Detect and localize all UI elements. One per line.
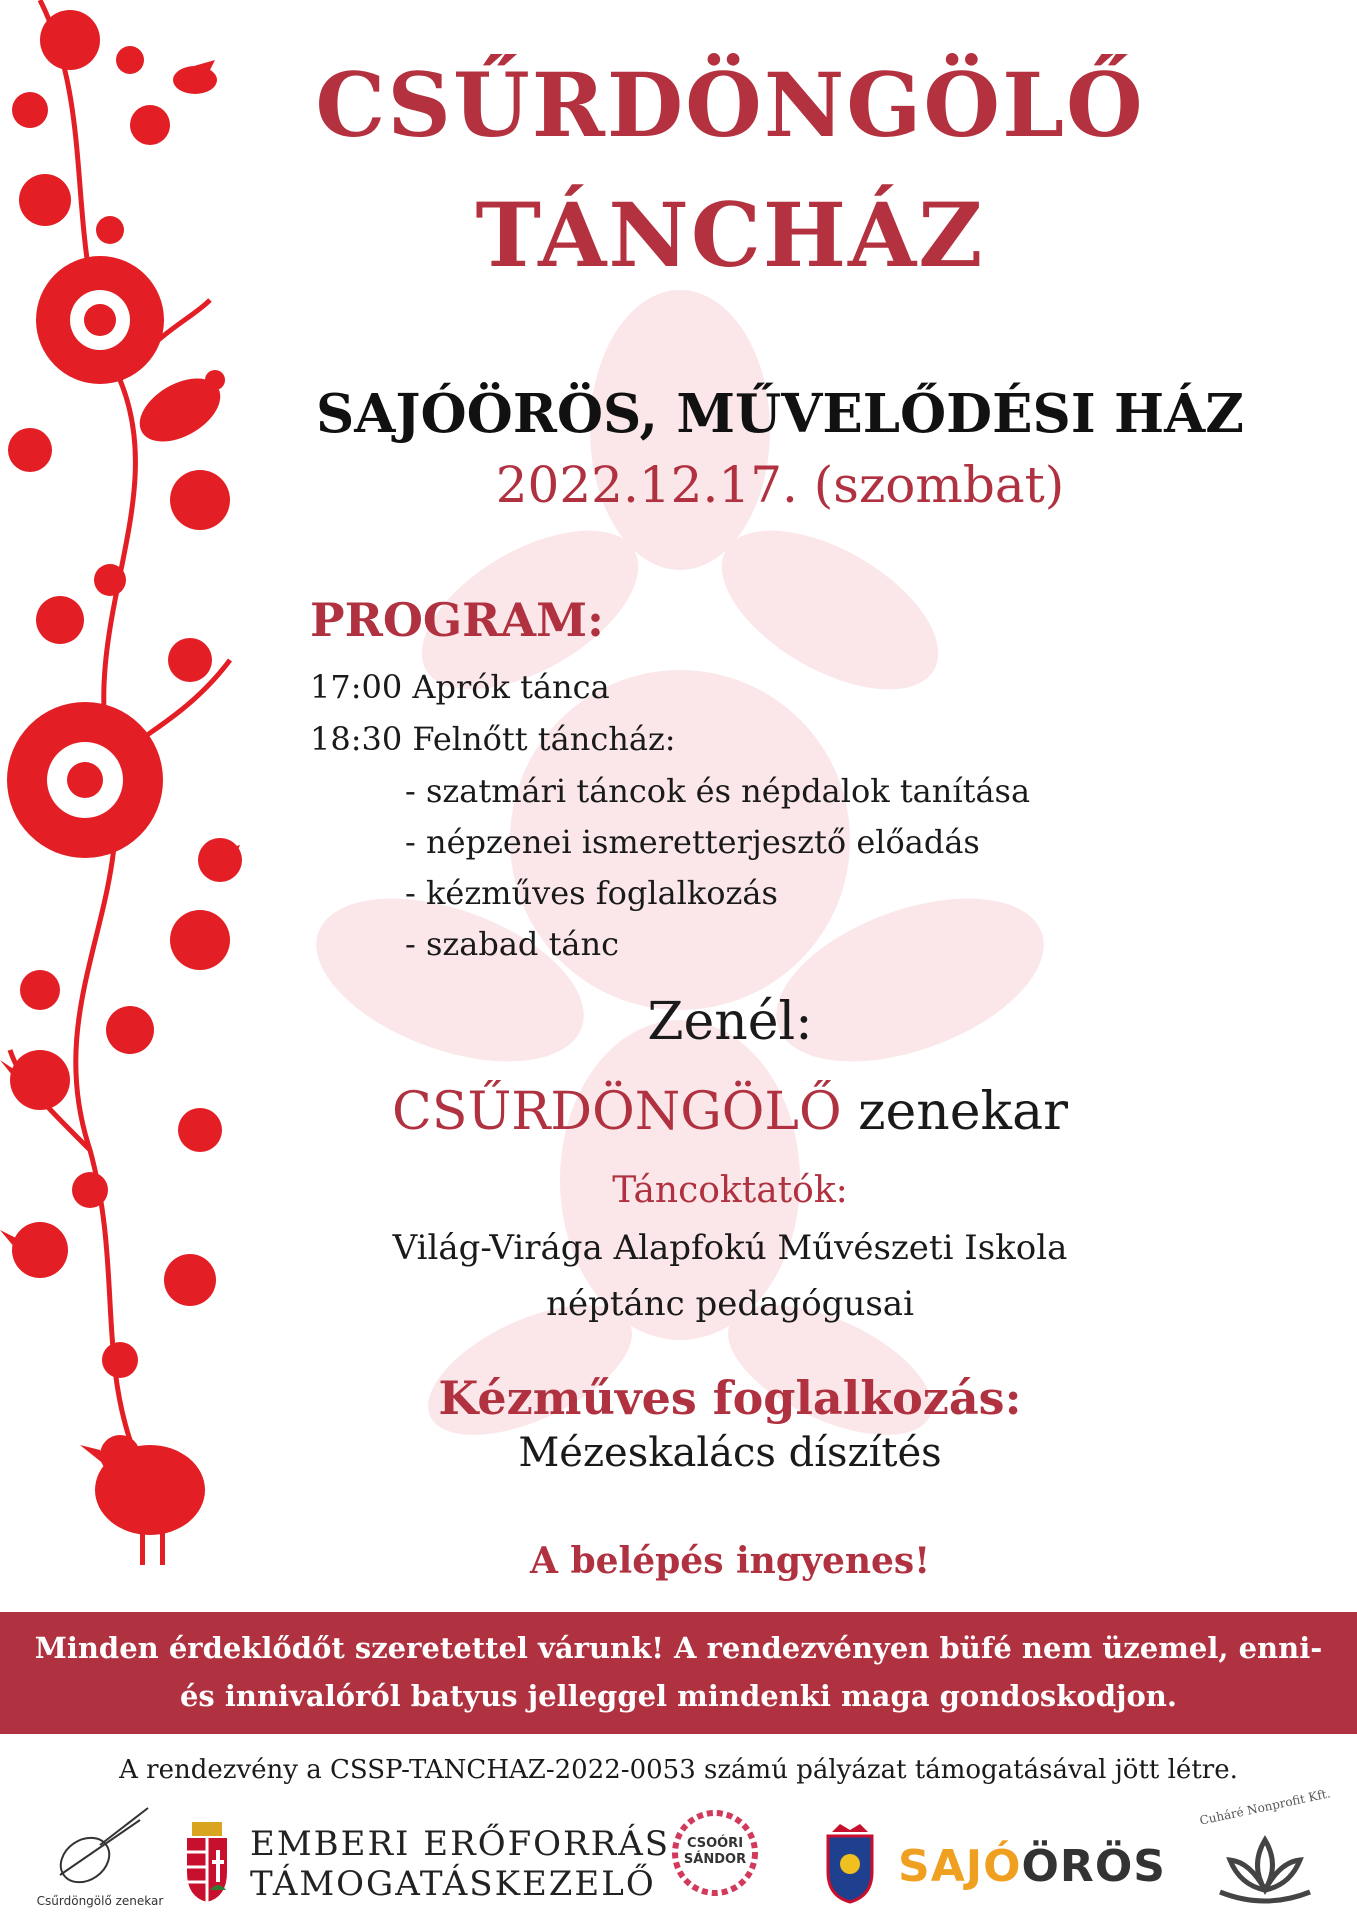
notice-line1: Minden érdeklődőt szeretettel várunk! A rendezvényen büfé nem üzemel, enni- <box>34 1631 1323 1665</box>
music-label: Zenél: <box>647 992 813 1052</box>
band-suffix: zenekar <box>858 1082 1068 1142</box>
event-date: 2022.12.17. (szombat) <box>495 456 1065 514</box>
program-subitem-2: - népzenei ismeretterjesztő előadás <box>405 823 980 861</box>
sajooros-wordmark <box>898 1840 1166 1894</box>
program-heading: PROGRAM: <box>310 593 604 647</box>
sajooros-part1: SAJÓ <box>898 1841 1022 1892</box>
folk-art-flower-vine <box>0 0 260 1580</box>
cuhare-text: Cuháré Nonprofit Kft. <box>1198 1786 1332 1828</box>
teachers-label: Táncoktatók: <box>612 1170 848 1211</box>
program-subitem-4: - szabad tánc <box>405 925 620 963</box>
program-subitem-1: - szatmári táncok és népdalok tanítása <box>405 772 1031 810</box>
support-statement: A rendezvény a CSSP-TANCHAZ-2022-0053 számú pályázat támogatásával jött létre. <box>119 1755 1238 1785</box>
emet-logo <box>182 1818 671 1908</box>
crafts-heading: Kézműves foglalkozás: <box>438 1371 1022 1425</box>
band-logo-text: Csűrdöngölő zenekar <box>36 1894 164 1908</box>
band-name: CSŰRDÖNGÖLŐ <box>392 1082 842 1142</box>
music-band-line <box>300 1080 1160 1144</box>
sajooros-part2: ÖRÖS <box>1021 1841 1166 1892</box>
program-subitem-3: - kézműves foglalkozás <box>405 874 778 912</box>
event-title-line2: TÁNCHÁZ <box>475 183 985 287</box>
csoori-line1: CSOÓRI <box>686 1836 744 1851</box>
cuhare-logo <box>1190 1786 1340 1915</box>
teachers-line2: néptánc pedagógusai <box>546 1284 914 1324</box>
entry-free: A belépés ingyenes! <box>530 1540 930 1582</box>
csoori-line2: SÁNDOR <box>683 1852 747 1867</box>
event-title-line1: CSŰRDÖNGÖLŐ <box>315 53 1145 157</box>
emet-line1: EMBERI ERŐFORRÁS <box>250 1824 671 1864</box>
town-crest-icon <box>820 1822 880 1904</box>
crafts-text: Mézeskalács díszítés <box>518 1430 942 1476</box>
sajooros-crest <box>820 1822 880 1904</box>
teachers-line1: Világ-Virága Alapfokú Művészeti Iskola <box>392 1228 1068 1268</box>
venue: SAJÓÖRÖS, MŰVELŐDÉSI HÁZ <box>316 383 1244 445</box>
notice-banner <box>0 1612 1357 1734</box>
csoori-sandor-logo <box>668 1806 762 1900</box>
program-item-2: 18:30 Felnőtt táncház: <box>310 720 676 758</box>
emet-line2: TÁMOGATÁSKEZELŐ <box>250 1864 656 1904</box>
hungarian-coat-of-arms-icon <box>182 1822 232 1902</box>
band-logo <box>30 1800 170 1912</box>
violin-icon <box>30 1800 170 1890</box>
program-item-1: 17:00 Aprók tánca <box>310 668 610 706</box>
lotus-icon <box>1210 1830 1320 1910</box>
notice-line2: és innivalóról batyus jelleggel mindenki maga gondoskodjon. <box>179 1679 1177 1713</box>
